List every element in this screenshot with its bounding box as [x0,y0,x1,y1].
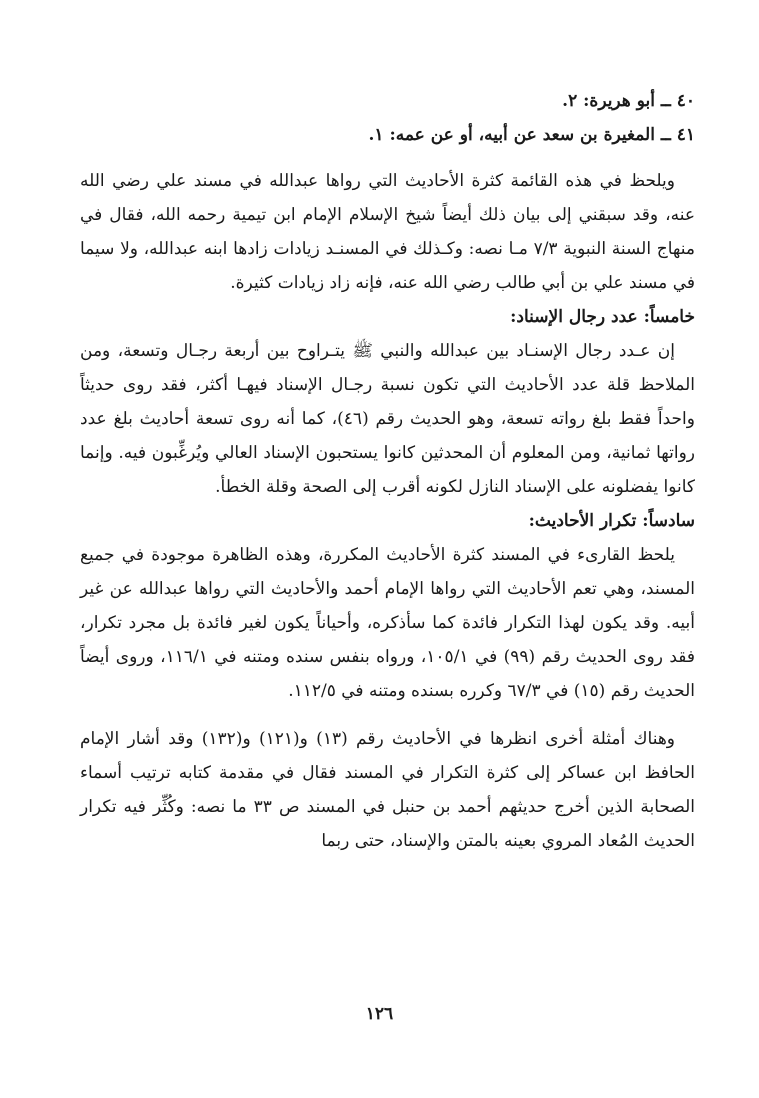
heading-fifth-isnad-count: خامساً: عدد رجال الإسناد: [510,307,695,327]
paragraph-repetition: يلحظ القارىء في المسند كثرة الأحاديث المكررة، وهذه الظاهرة موجودة في جميع المسند، وهي تعم الأحاديث التي رواها الإمام أحمد والأحاديث التي رواها عبدالله عن غير أبيه. وقد يكون لهذا التكرار فائدة كما سأذكره، وأحياناً يكون لغير فائدة بل مجرد تكرار، فقد روى الحديث رقم (٩٩) في ١٠٥/١، ورواه بنفس سنده ومتنه في ١١٦/١، وروى أيضاً الحديث رقم (١٥) في ٦٧/٣ وكرره بسنده ومتنه في ١١٢/٥. [80,545,695,701]
paragraph-ibn-taymiyya: ويلحظ في هذه القائمة كثرة الأحاديث التي رواها عبدالله في مسند علي رضي الله عنه، وقد سبقني إلى بيان ذلك أيضاً شيخ الإسلام الإمام ابن تيمية رحمه الله، فقال في منهاج السنة النبوية ٧/٣ مـا نصه: وكـذلك في المسنـد زيادات زادها ابنه عبدالله، ولا سيما في مسند علي بن أبي طالب رضي الله عنه، فإنه زاد زيادات كثيرة. [80,171,695,293]
paragraph-ibn-asakir: وهناك أمثلة أخرى انظرها في الأحاديث رقم (١٣) و(١٢١) و(١٣٢) وقد أشار الإمام الحافظ ابن عساكر إلى كثرة التكرار في المسند فقال في مقدمة كتابه ترتيب أسماء الصحابة الذين أخرج حديثهم أحمد بن حنبل في المسند ص ٣٣ ما نصه: وكُثِّر فيه تكرار الحديث المُعاد المروي بعينه بالمتن والإسناد، حتى ربما [80,729,695,851]
page-body [80,84,695,858]
page-number: ١٢٦ [365,1004,394,1024]
list-item-40: ٤٠ ــ أبو هريرة: ٢. [562,91,695,111]
heading-sixth-repetition: سادساً: تكرار الأحاديث: [528,511,695,531]
paragraph-isnad-men: إن عـدد رجال الإسنـاد بين عبدالله والنبي ﷺ يتـراوح بين أربعة رجـال وتسعة، ومن الملاحظ قلة عدد الأحاديث التي تكون نسبة رجـال الإسناد فيهـا أكثر، فقد روى حديثاً واحداً فقط بلغ رواته تسعة، وهو الحديث رقم (٤٦)، كما أنه روى تسعة أحاديث بلغ عدد رواتها ثمانية، ومن المعلوم أن المحدثين كانوا يستحبون الإسناد العالي ويُرغِّبون فيه. وإنما كانوا يفضلونه على الإسناد النازل لكونه أقرب إلى الصحة وقلة الخطأ. [80,341,695,497]
list-item-41: ٤١ ــ المغيرة بن سعد عن أبيه، أو عن عمه: ١. [368,125,695,145]
